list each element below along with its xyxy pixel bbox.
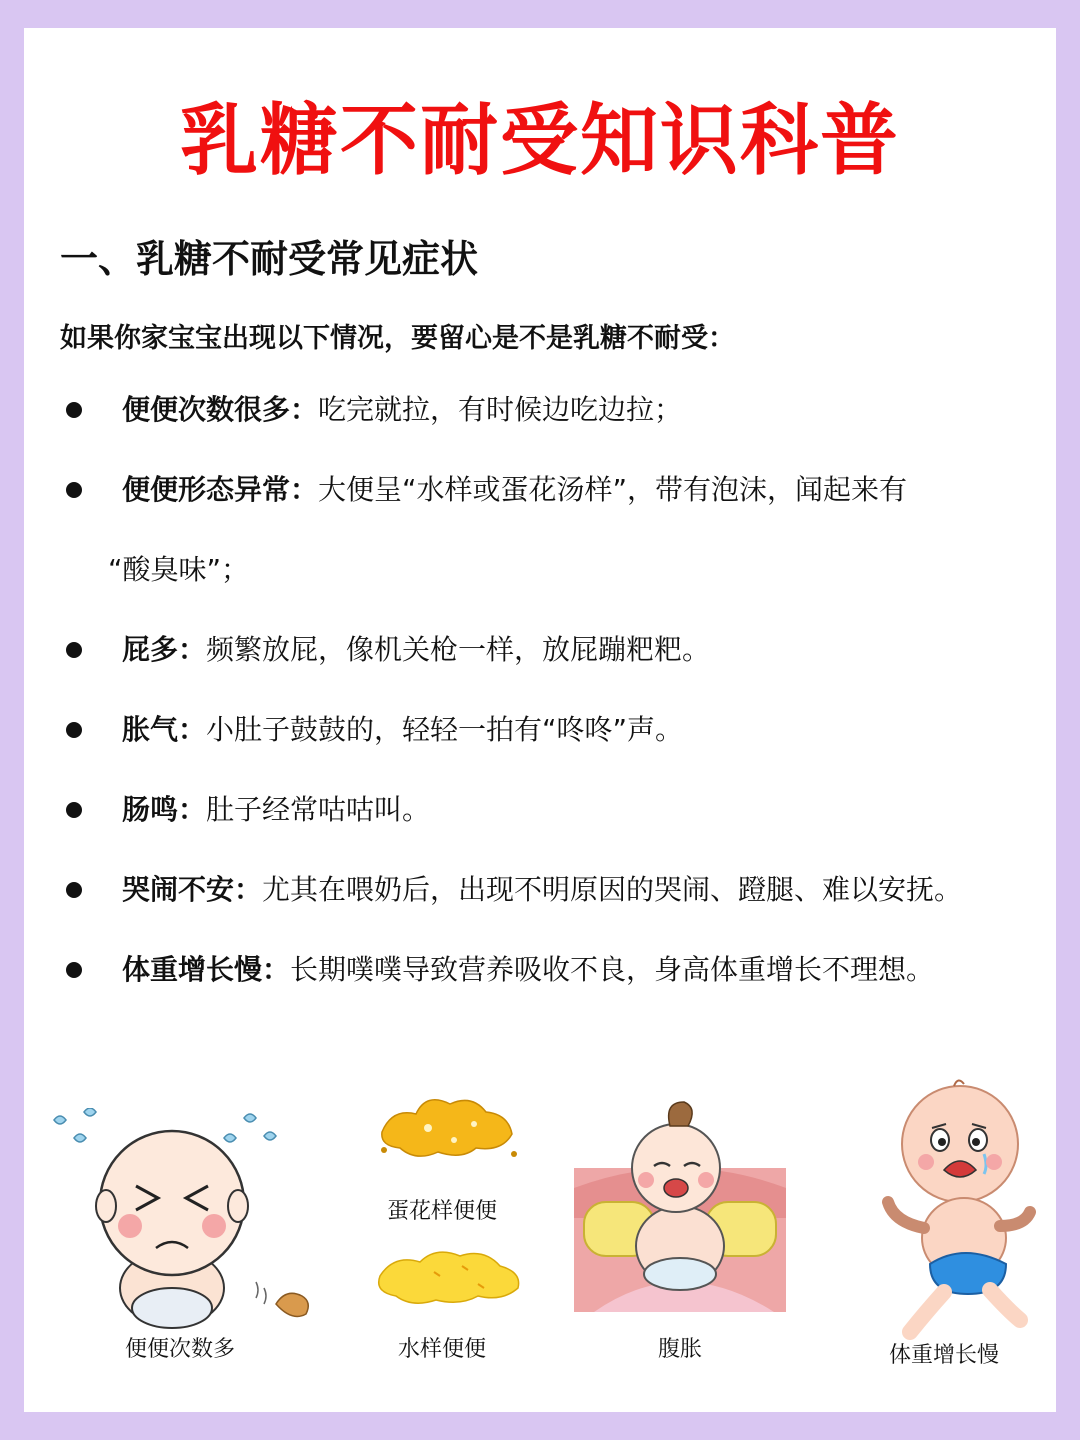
symptom-desc: 长期噗噗导致营养吸收不良，身高体重增长不理想。 [290, 953, 935, 986]
symptom-term: 便便次数很多： [122, 393, 319, 426]
list-item [60, 790, 1020, 830]
crying-baby-illustration [44, 1108, 314, 1338]
symptom-desc: 小肚子鼓鼓的，轻轻一拍有“咚咚”声。 [206, 713, 684, 746]
illustration-caption: 便便次数多 [124, 1337, 235, 1362]
bullet-icon [66, 962, 82, 978]
symptom-term: 便便形态异常： [122, 473, 319, 506]
symptom-term: 屁多： [122, 633, 207, 666]
symptom-term: 哭闹不安： [122, 873, 263, 906]
symptom-desc: 大便呈“水样或蛋花汤样”，带有泡沫，闻起来有 [318, 473, 908, 506]
illustration-caption: 腹胀 [657, 1337, 702, 1362]
page-title: 乳糖不耐受知识科普 [179, 96, 900, 186]
list-item [60, 710, 1020, 750]
bullet-icon [66, 802, 82, 818]
bullet-icon [66, 642, 82, 658]
watery-stool-illustration [374, 1236, 524, 1316]
illustration-caption: 水样便便 [397, 1337, 486, 1362]
list-item [60, 630, 1020, 670]
symptom-desc-continued: “酸臭味”； [108, 553, 250, 586]
symptom-desc: 吃完就拉，有时候边吃边拉； [318, 393, 683, 426]
bloating-baby-illustration [574, 1098, 786, 1312]
egg-stool-illustration [374, 1088, 524, 1168]
symptom-term: 肠鸣： [122, 793, 207, 826]
section-heading: 一、乳糖不耐受常见症状 [60, 237, 479, 281]
bullet-icon [66, 482, 82, 498]
symptom-desc: 尤其在喂奶后，出现不明原因的哭闹、蹬腿、难以安抚。 [262, 873, 963, 906]
list-item [60, 950, 1020, 990]
content-card [24, 28, 1056, 1412]
symptom-term: 胀气： [122, 713, 207, 746]
illustration-caption: 蛋花样便便 [386, 1199, 497, 1224]
symptom-term: 体重增长慢： [122, 953, 291, 986]
list-item [60, 870, 1020, 910]
symptom-desc: 频繁放屁，像机关枪一样，放屁蹦粑粑。 [206, 633, 711, 666]
bullet-icon [66, 882, 82, 898]
symptom-desc: 肚子经常咕咕叫。 [206, 793, 431, 826]
list-item [60, 390, 1020, 430]
slow-weight-baby-illustration [880, 1078, 1040, 1348]
bullet-icon [66, 722, 82, 738]
illustration-caption: 体重增长慢 [888, 1343, 999, 1368]
bullet-icon [66, 402, 82, 418]
intro-text: 如果你家宝宝出现以下情况，要留心是不是乳糖不耐受： [60, 323, 735, 354]
list-item [60, 470, 1020, 590]
symptom-list [60, 390, 1020, 1030]
